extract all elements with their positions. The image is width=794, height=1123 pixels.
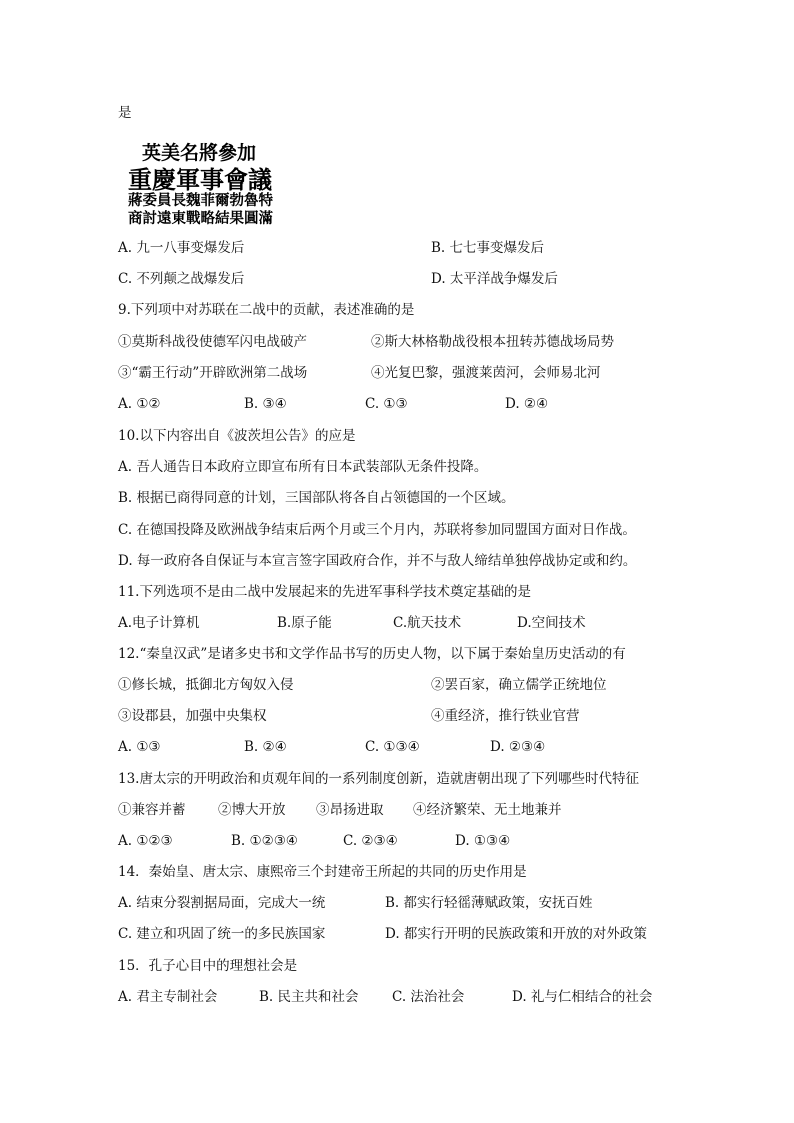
q9-option-a: A. ①② <box>118 396 161 412</box>
headline-line-4: 商討遠東戰略結果圓滿 <box>128 210 273 227</box>
q9-option-b: B. ③④ <box>244 396 287 412</box>
q11-option-a: A.电子计算机 <box>118 615 200 631</box>
q12-option-b: B. ②④ <box>244 739 287 755</box>
q13-item-1: ①兼容并蓄 <box>118 802 186 818</box>
q12-option-a: A. ①③ <box>118 739 161 755</box>
q13-option-a: A. ①②③ <box>118 833 173 849</box>
q11-option-b: B.原子能 <box>277 615 332 631</box>
q8-option-d: D. 太平洋战争爆发后 <box>431 271 558 287</box>
q14-option-c: C. 建立和巩固了统一的多民族国家 <box>118 926 326 942</box>
q13-stem: 13.唐太宗的开明政治和贞观年间的一系列制度创新，造就唐朝出现了下列哪些时代特征 <box>118 771 639 787</box>
q13-option-d: D. ①③④ <box>455 833 511 849</box>
q9-option-d: D. ②④ <box>505 396 549 412</box>
q13-item-4: ④经济繁荣、无土地兼并 <box>413 802 562 818</box>
q9-item-1: ①莫斯科战役使德军闪电战破产 <box>118 334 307 350</box>
q8-option-c: C. 不列颠之战爆发后 <box>118 271 245 287</box>
q14-stem: 14．秦始皇、唐太宗、康熙帝三个封建帝王所起的共同的历史作用是 <box>118 864 527 880</box>
q11-option-d: D.空间技术 <box>517 615 586 631</box>
q13-option-b: B. ①②③④ <box>231 833 298 849</box>
q13-item-2: ②博大开放 <box>218 802 286 818</box>
q15-option-d: D. 礼与仁相结合的社会 <box>512 989 653 1005</box>
q9-item-4: ④光复巴黎，强渡莱茵河，会师易北河 <box>371 365 601 381</box>
q14-option-d: D. 都实行开明的民族政策和开放的对外政策 <box>385 926 647 942</box>
q9-option-c: C. ①③ <box>365 396 408 412</box>
q15-stem: 15．孔子心目中的理想社会是 <box>118 958 298 974</box>
q14-option-a: A. 结束分裂割据局面，完成大一统 <box>118 895 326 911</box>
q10-option-b: B. 根据已商得同意的计划，三国部队将各自占领德国的一个区域。 <box>118 490 515 506</box>
q12-item-3: ③设郡县，加强中央集权 <box>118 708 267 724</box>
q13-option-c: C. ②③④ <box>343 833 398 849</box>
q15-option-c: C. 法治社会 <box>392 989 465 1005</box>
q8-option-a: A. 九一八事变爆发后 <box>118 240 245 256</box>
q9-stem: 9.下列项中对苏联在二战中的贡献，表述准确的是 <box>118 302 415 318</box>
q8-option-b: B. 七七事变爆发后 <box>431 240 545 256</box>
q9-item-2: ②斯大林格勒战役根本扭转苏德战场局势 <box>371 334 614 350</box>
q10-option-a: A. 吾人通告日本政府立即宣布所有日本武装部队无条件投降。 <box>118 459 488 475</box>
q12-item-4: ④重经济，推行铁业官营 <box>431 708 580 724</box>
q12-item-2: ②罢百家，确立儒学正统地位 <box>431 677 607 693</box>
q12-option-c: C. ①③④ <box>365 739 420 755</box>
newspaper-headline-image <box>128 138 292 226</box>
q13-item-3: ③昂扬进取 <box>316 802 384 818</box>
question-8-stem-end: 是 <box>118 105 132 121</box>
headline-line-3: 蔣委員長魏菲爾勃魯特 <box>128 192 273 209</box>
headline-line-2: 重慶軍事會議 <box>128 165 272 194</box>
q15-option-b: B. 民主共和社会 <box>259 989 359 1005</box>
q10-stem: 10.以下内容出自《波茨坦公告》的应是 <box>118 428 356 444</box>
q12-item-1: ①修长城，抵御北方匈奴入侵 <box>118 677 294 693</box>
q11-option-c: C.航天技术 <box>393 615 462 631</box>
q10-option-c: C. 在德国投降及欧洲战争结束后两个月或三个月内，苏联将参加同盟国方面对日作战。 <box>118 522 636 538</box>
q14-option-b: B. 都实行轻徭薄赋政策，安抚百姓 <box>385 895 593 911</box>
q11-stem: 11.下列选项不是由二战中发展起来的先进军事科学技术奠定基础的是 <box>118 584 531 600</box>
q15-option-a: A. 君主专制社会 <box>118 989 218 1005</box>
q9-item-3: ③“霸王行动”开辟欧洲第二战场 <box>118 365 308 381</box>
q10-option-d: D. 每一政府各自保证与本宣言签字国政府合作，并不与敌人缔结单独停战协定或和约。 <box>118 553 637 569</box>
q12-option-d: D. ②③④ <box>490 739 546 755</box>
q12-stem: 12.“秦皇汉武”是诸多史书和文学作品书写的历史人物，以下属于秦始皇历史活动的有 <box>118 646 626 662</box>
headline-line-1: 英美名將參加 <box>142 142 257 164</box>
